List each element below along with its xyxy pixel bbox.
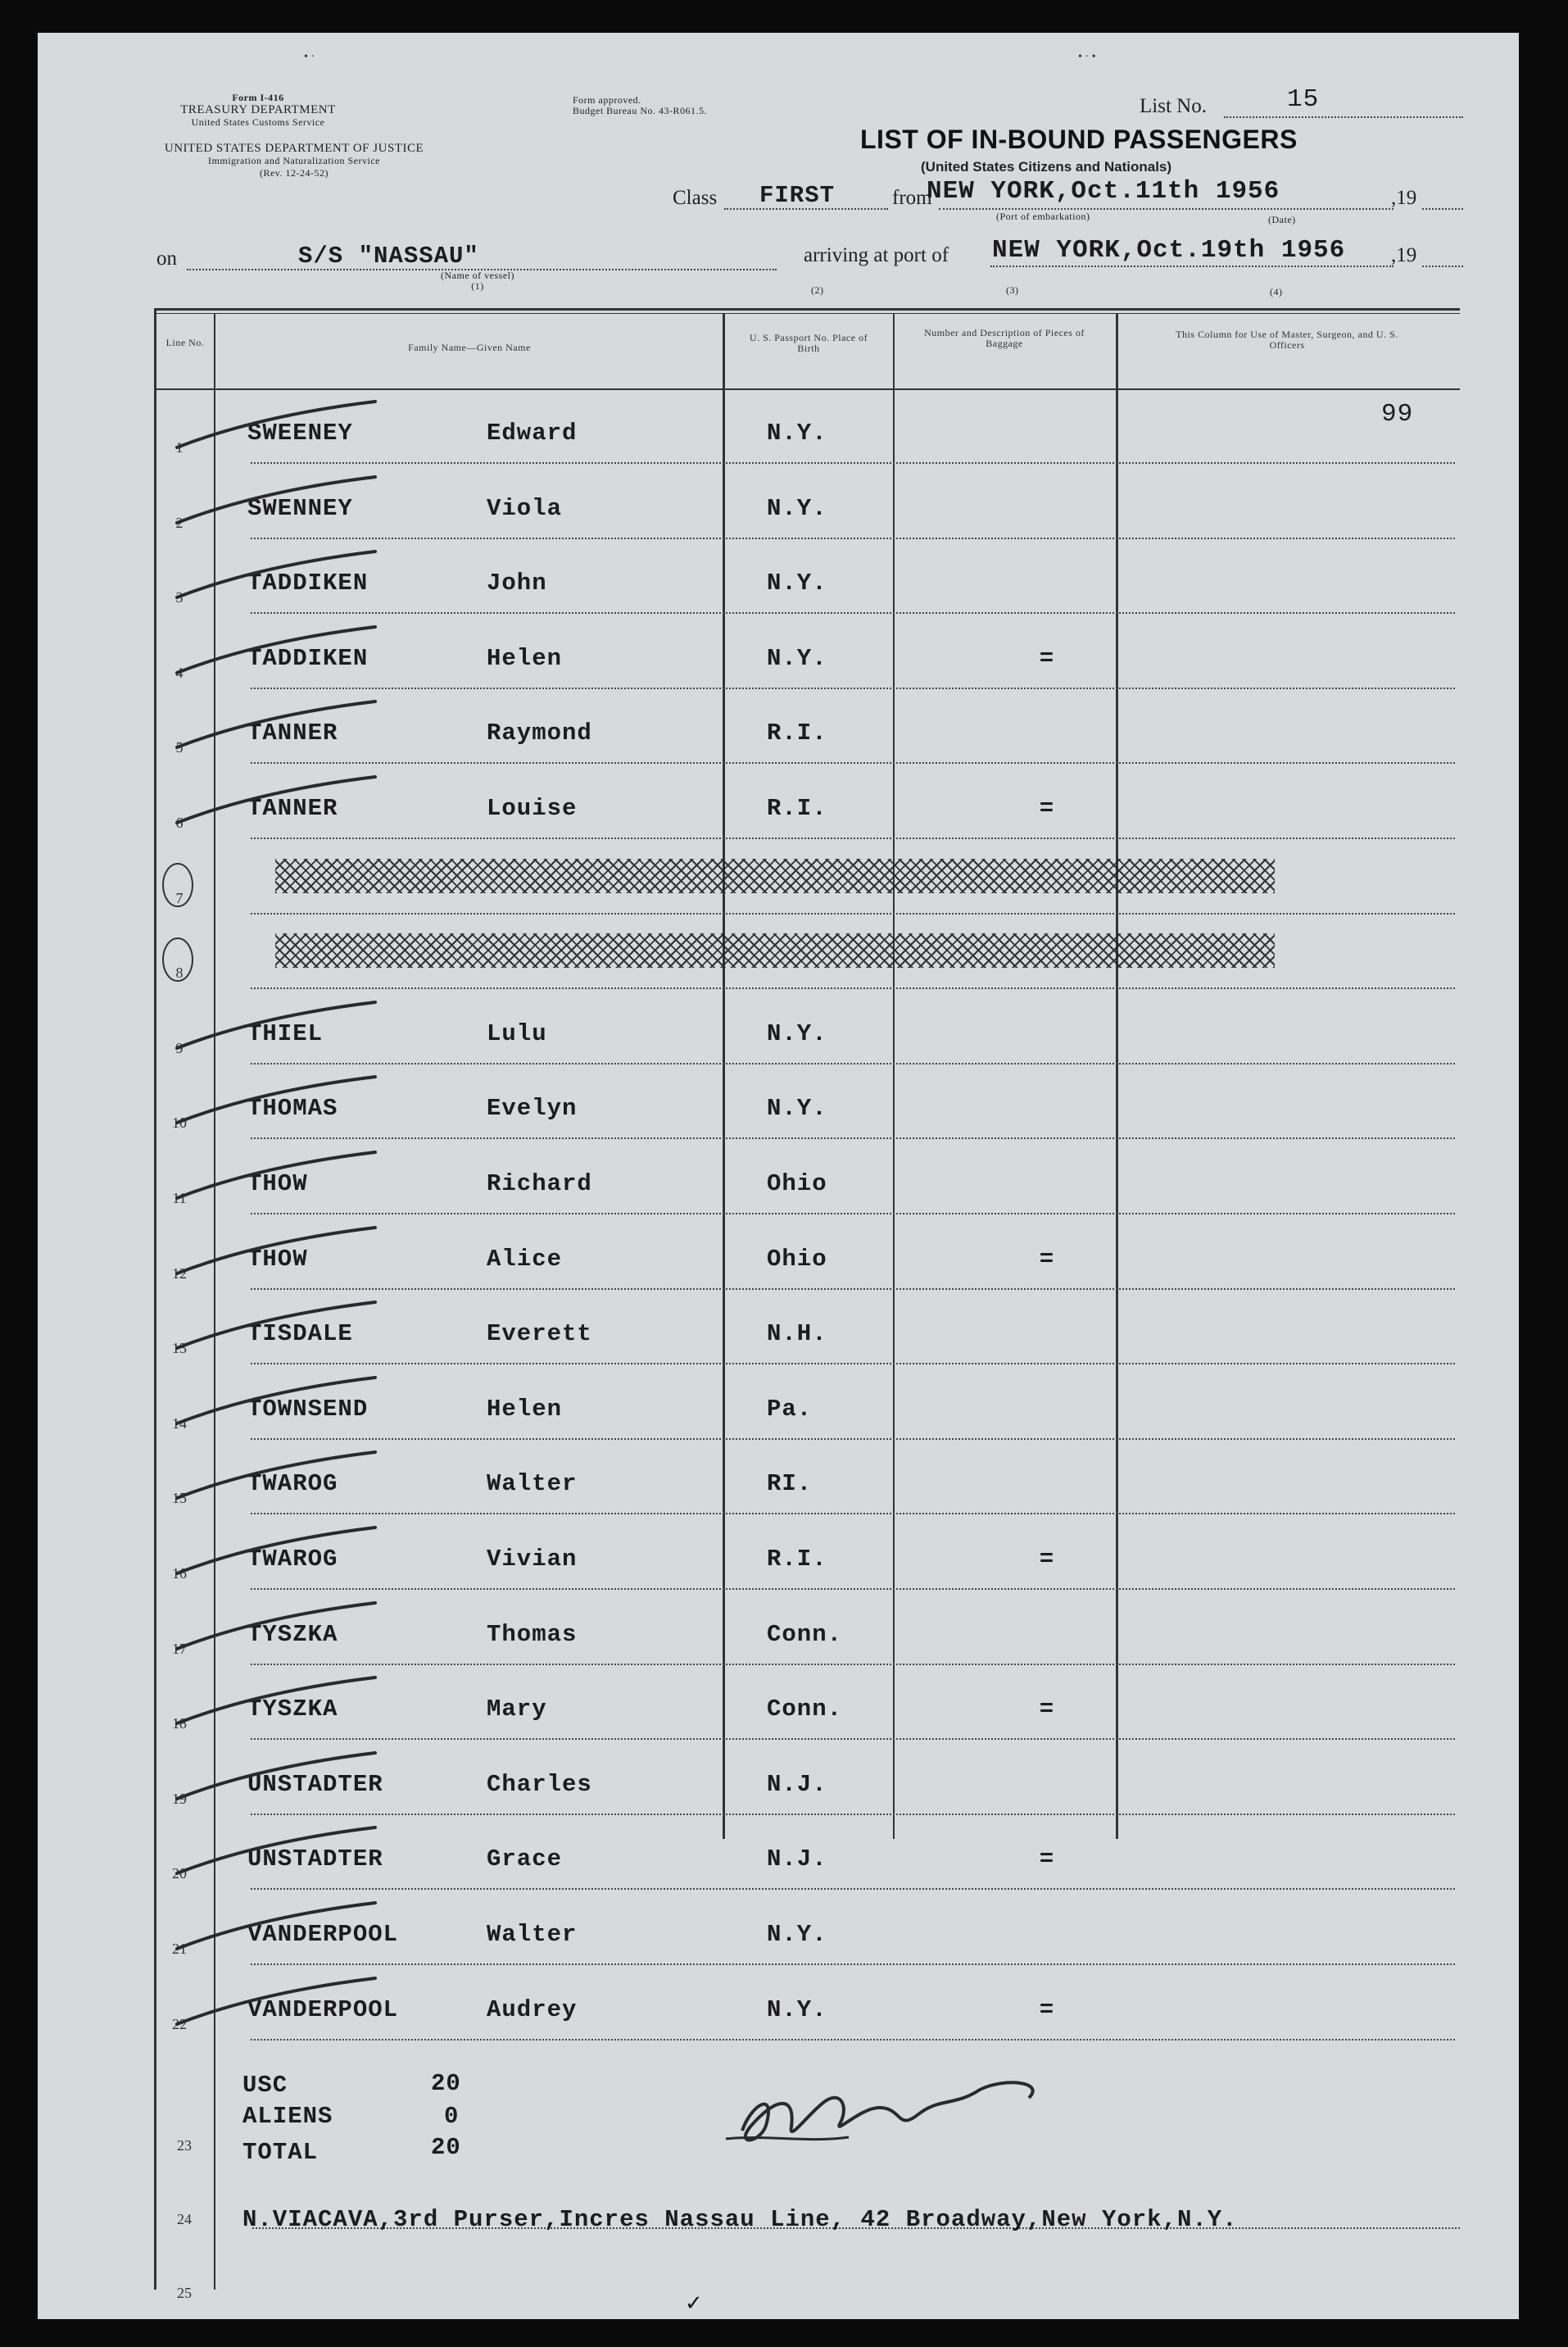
row-rule <box>251 1363 1455 1364</box>
check-mark-stroke <box>154 395 383 452</box>
row-line-number: 22 <box>172 2015 187 2032</box>
row-line-number: 10 <box>172 1114 187 1132</box>
row-line-number: 15 <box>172 1490 187 1507</box>
arriving-year: ,19 <box>1391 244 1417 266</box>
given-name: John <box>487 570 547 597</box>
row-line-number: 11 <box>172 1190 187 1206</box>
table-row <box>154 1065 1455 1139</box>
given-name: Audrey <box>487 1995 578 2023</box>
table-row <box>154 1741 1455 1815</box>
check-mark-stroke <box>154 996 383 1053</box>
aliens-label: ALIENS <box>242 2103 333 2130</box>
place-of-birth: N.Y. <box>767 494 827 522</box>
row-rule <box>251 987 1455 989</box>
given-name: Everett <box>487 1320 592 1348</box>
col-3: (3) <box>1006 284 1019 296</box>
row-rule <box>251 1063 1455 1065</box>
table-row <box>154 1591 1455 1665</box>
baggage-count: = <box>1039 795 1055 822</box>
port-embark-caption: (Port of embarkation) <box>996 211 1090 222</box>
row-rule <box>251 1738 1455 1740</box>
table-row <box>154 765 1455 839</box>
place-of-birth: N.H. <box>767 1320 827 1348</box>
row-line-number: 20 <box>172 1865 187 1882</box>
manifest-page <box>38 33 1519 2319</box>
from-value: NEW YORK,Oct.11th 1956 <box>927 177 1280 206</box>
officer-signature <box>718 2057 1078 2155</box>
top-mark: • · • <box>1078 51 1096 63</box>
place-of-birth: R.I. <box>767 795 827 822</box>
place-of-birth: N.Y. <box>767 1995 827 2023</box>
row-rule <box>251 1814 1455 1815</box>
ins-service: Immigration and Naturalization Service <box>208 155 380 166</box>
place-of-birth: N.Y. <box>767 420 827 447</box>
row-rule <box>251 2039 1455 2041</box>
col-head-name: Family Name—Given Name <box>408 342 531 353</box>
form-number: Form I-416 <box>232 92 284 103</box>
justice-block <box>156 143 433 179</box>
given-name: Lulu <box>487 1019 547 1047</box>
table-row <box>154 1291 1455 1364</box>
from-line <box>939 208 1394 210</box>
row-rule <box>251 538 1455 539</box>
given-name: Helen <box>487 644 563 672</box>
arriving-year-line <box>1422 266 1463 267</box>
row-rule <box>251 1664 1455 1665</box>
row-line-number: 4 <box>175 664 184 681</box>
list-number: 15 <box>1287 85 1320 114</box>
family-name: TYSZKA <box>247 1620 338 1648</box>
table-row <box>154 1216 1455 1290</box>
baggage-count: = <box>1039 1245 1055 1273</box>
row-line-number: 2 <box>175 514 184 531</box>
row-rule <box>251 1288 1455 1290</box>
place-of-birth: N.Y. <box>767 644 827 672</box>
family-name: THOW <box>247 1170 308 1197</box>
row-line-number: 21 <box>172 1941 187 1957</box>
row-rule <box>251 1438 1455 1440</box>
col-2: (2) <box>811 284 824 296</box>
table-row <box>154 1666 1455 1740</box>
row-rule <box>251 913 1455 915</box>
total-value: 20 <box>431 2134 461 2161</box>
check-mark-stroke <box>154 1521 383 1578</box>
check-mark-stroke <box>154 1146 383 1203</box>
family-name: TANNER <box>247 795 338 822</box>
place-of-birth: R.I. <box>767 720 827 747</box>
given-name: Charles <box>487 1770 592 1798</box>
vessel-caption-block <box>433 270 523 292</box>
circled-number-mark <box>157 930 198 983</box>
row-rule <box>251 838 1455 839</box>
given-name: Vivian <box>487 1546 578 1573</box>
row-rule <box>251 1888 1455 1890</box>
from-year-line <box>1422 208 1463 210</box>
family-name: THOMAS <box>247 1095 338 1123</box>
line-number-25: 25 <box>177 2285 192 2301</box>
given-name: Alice <box>487 1245 563 1273</box>
check-mark-stroke <box>154 1972 383 2029</box>
family-name: TWAROG <box>247 1470 338 1498</box>
circled-number-mark <box>157 856 198 908</box>
table-row <box>154 390 1455 464</box>
check-mark-stroke <box>154 1746 383 1804</box>
check-mark-stroke <box>154 1446 383 1503</box>
given-name: Walter <box>487 1921 578 1948</box>
row-line-number: 19 <box>172 1790 187 1807</box>
table-row <box>154 841 1455 915</box>
row-line-number: 18 <box>172 1715 187 1732</box>
table-row <box>154 991 1455 1065</box>
place-of-birth: N.Y. <box>767 1921 827 1948</box>
treasury-dept: TREASURY DEPARTMENT <box>180 103 336 116</box>
place-of-birth: Ohio <box>767 1245 827 1273</box>
table-row <box>154 915 1455 989</box>
family-name: TISDALE <box>247 1320 353 1348</box>
table-row <box>154 1366 1455 1440</box>
table-row <box>154 615 1455 689</box>
row-rule <box>251 762 1455 764</box>
family-name: UNSTADTER <box>247 1845 383 1873</box>
row-rule <box>251 462 1455 464</box>
row-line-number: 12 <box>172 1264 187 1282</box>
baggage-count: = <box>1039 1995 1055 2023</box>
line-number-24: 24 <box>177 2211 192 2227</box>
bottom-mark: ✓ <box>685 2291 703 2315</box>
col-head-line: Line No. <box>165 337 205 348</box>
check-mark-stroke <box>154 1070 383 1128</box>
given-name: Louise <box>487 795 578 822</box>
check-mark-stroke <box>154 695 383 752</box>
budget-number: Budget Bureau No. 43-R061.5. <box>573 105 707 116</box>
given-name: Evelyn <box>487 1095 578 1123</box>
row-line-number: 5 <box>175 739 184 756</box>
place-of-birth: Ohio <box>767 1170 827 1197</box>
revision: (Rev. 12-24-52) <box>259 167 329 179</box>
document-title: LIST OF IN-BOUND PASSENGERS <box>860 125 1298 154</box>
family-name: TOWNSEND <box>247 1395 369 1423</box>
customs-service: United States Customs Service <box>191 116 325 128</box>
check-mark-stroke <box>154 1596 383 1654</box>
baggage-count: = <box>1039 644 1055 672</box>
family-name: THOW <box>247 1245 308 1273</box>
family-name: SWENNEY <box>247 494 353 522</box>
place-of-birth: N.J. <box>767 1845 827 1873</box>
cancelled-entry-hatch <box>275 859 1275 893</box>
officer-note: 99 <box>1381 400 1414 429</box>
place-of-birth: N.Y. <box>767 570 827 597</box>
row-rule <box>251 1513 1455 1514</box>
vessel-caption: (Name of vessel) <box>441 270 514 281</box>
purser-line: N.VIACAVA,3rd Purser,Incres Nassau Line, 42 Broadway,New York,N.Y. <box>242 2206 1238 2233</box>
cancelled-entry-hatch <box>275 933 1275 968</box>
family-name: TADDIKEN <box>247 570 369 597</box>
place-of-birth: N.Y. <box>767 1095 827 1123</box>
col-head-officers: This Column for Use of Master, Surgeon, and U. S. Officers <box>1176 329 1398 351</box>
family-name: TWAROG <box>247 1546 338 1573</box>
row-line-number: 8 <box>175 965 184 982</box>
family-name: SWEENEY <box>247 420 353 447</box>
family-name: VANDERPOOL <box>247 1995 399 2023</box>
row-line-number: 1 <box>175 439 184 456</box>
row-line-number: 9 <box>175 1039 184 1056</box>
header-agency-block <box>156 92 360 129</box>
total-label: TOTAL <box>242 2139 319 2166</box>
arriving-line <box>990 266 1394 267</box>
given-name: Helen <box>487 1395 563 1423</box>
family-name: TADDIKEN <box>247 644 369 672</box>
place-of-birth: N.J. <box>767 1770 827 1798</box>
table-row <box>154 1441 1455 1514</box>
table-row <box>154 1141 1455 1214</box>
place-of-birth: Conn. <box>767 1620 843 1648</box>
row-line-number: 14 <box>172 1414 187 1432</box>
class-label: Class <box>673 187 718 209</box>
row-rule <box>251 1588 1455 1590</box>
col-head-baggage: Number and Description of Pieces of Baggage <box>924 327 1085 349</box>
aliens-value: 0 <box>444 2103 460 2130</box>
family-name: TYSZKA <box>247 1696 338 1723</box>
approved-text: Form approved. <box>573 94 641 106</box>
col-1: (1) <box>471 280 484 292</box>
check-mark-stroke <box>154 1296 383 1353</box>
row-line-number: 16 <box>172 1565 187 1582</box>
table-row <box>154 1891 1455 1965</box>
col-4: (4) <box>1270 286 1283 297</box>
check-mark-stroke <box>154 470 383 528</box>
table-row <box>154 1816 1455 1890</box>
check-mark-stroke <box>154 1371 383 1428</box>
arriving-label: arriving at port of <box>804 244 949 266</box>
document-subtitle: (United States Citizens and Nationals) <box>921 159 1172 175</box>
place-of-birth: Pa. <box>767 1395 813 1423</box>
given-name: Edward <box>487 420 578 447</box>
table-top-rule-2 <box>154 313 1460 314</box>
check-mark-stroke <box>154 545 383 602</box>
row-rule <box>251 1213 1455 1214</box>
place-of-birth: N.Y. <box>767 1019 827 1047</box>
table-row <box>154 540 1455 614</box>
list-no-line <box>1224 116 1463 118</box>
given-name: Walter <box>487 1470 578 1498</box>
check-mark-stroke <box>154 1896 383 1954</box>
baggage-count: = <box>1039 1845 1055 1873</box>
line-number-23: 23 <box>177 2137 192 2154</box>
place-of-birth: Conn. <box>767 1696 843 1723</box>
col-head-passport: U. S. Passport No. Place of Birth <box>749 332 868 354</box>
family-name: VANDERPOOL <box>247 1921 399 1948</box>
place-of-birth: RI. <box>767 1470 813 1498</box>
table-row <box>154 465 1455 539</box>
given-name: Viola <box>487 494 563 522</box>
row-line-number: 3 <box>175 589 184 606</box>
check-mark-stroke <box>154 1671 383 1728</box>
date-caption: (Date) <box>1268 214 1296 225</box>
table-top-rule <box>154 308 1460 311</box>
table-row <box>154 1967 1455 2041</box>
list-no-label: List No. <box>1140 95 1207 117</box>
place-of-birth: R.I. <box>767 1546 827 1573</box>
check-mark-stroke <box>154 620 383 678</box>
family-name: UNSTADTER <box>247 1770 383 1798</box>
class-value: FIRST <box>759 182 836 209</box>
justice-dept: UNITED STATES DEPARTMENT OF JUSTICE <box>164 142 424 155</box>
check-mark-stroke <box>154 1821 383 1878</box>
row-rule <box>251 688 1455 689</box>
table-row <box>154 1516 1455 1590</box>
baggage-count: = <box>1039 1546 1055 1573</box>
from-year: ,19 <box>1391 187 1417 209</box>
given-name: Mary <box>487 1696 547 1723</box>
row-rule <box>251 1137 1455 1139</box>
row-line-number: 7 <box>175 889 184 906</box>
baggage-count: = <box>1039 1696 1055 1723</box>
top-mark: • · <box>304 51 315 63</box>
check-mark-stroke <box>154 1221 383 1278</box>
table-row <box>154 690 1455 764</box>
given-name: Thomas <box>487 1620 578 1648</box>
row-line-number: 17 <box>172 1640 187 1657</box>
given-name: Grace <box>487 1845 563 1873</box>
family-name: TANNER <box>247 720 338 747</box>
row-line-number: 6 <box>175 815 184 831</box>
vessel-name: S/S "NASSAU" <box>298 243 479 270</box>
arriving-value: NEW YORK,Oct.19th 1956 <box>992 236 1346 265</box>
check-mark-stroke <box>154 770 383 828</box>
row-line-number: 13 <box>172 1340 187 1357</box>
row-rule <box>251 1963 1455 1965</box>
usc-value: 20 <box>431 2070 461 2097</box>
row-rule <box>251 612 1455 614</box>
usc-label: USC <box>242 2072 288 2099</box>
form-approval <box>573 95 707 116</box>
on-label: on <box>156 247 177 270</box>
family-name: THIEL <box>247 1019 324 1047</box>
given-name: Raymond <box>487 720 592 747</box>
from-label: from <box>892 187 932 209</box>
given-name: Richard <box>487 1170 592 1197</box>
